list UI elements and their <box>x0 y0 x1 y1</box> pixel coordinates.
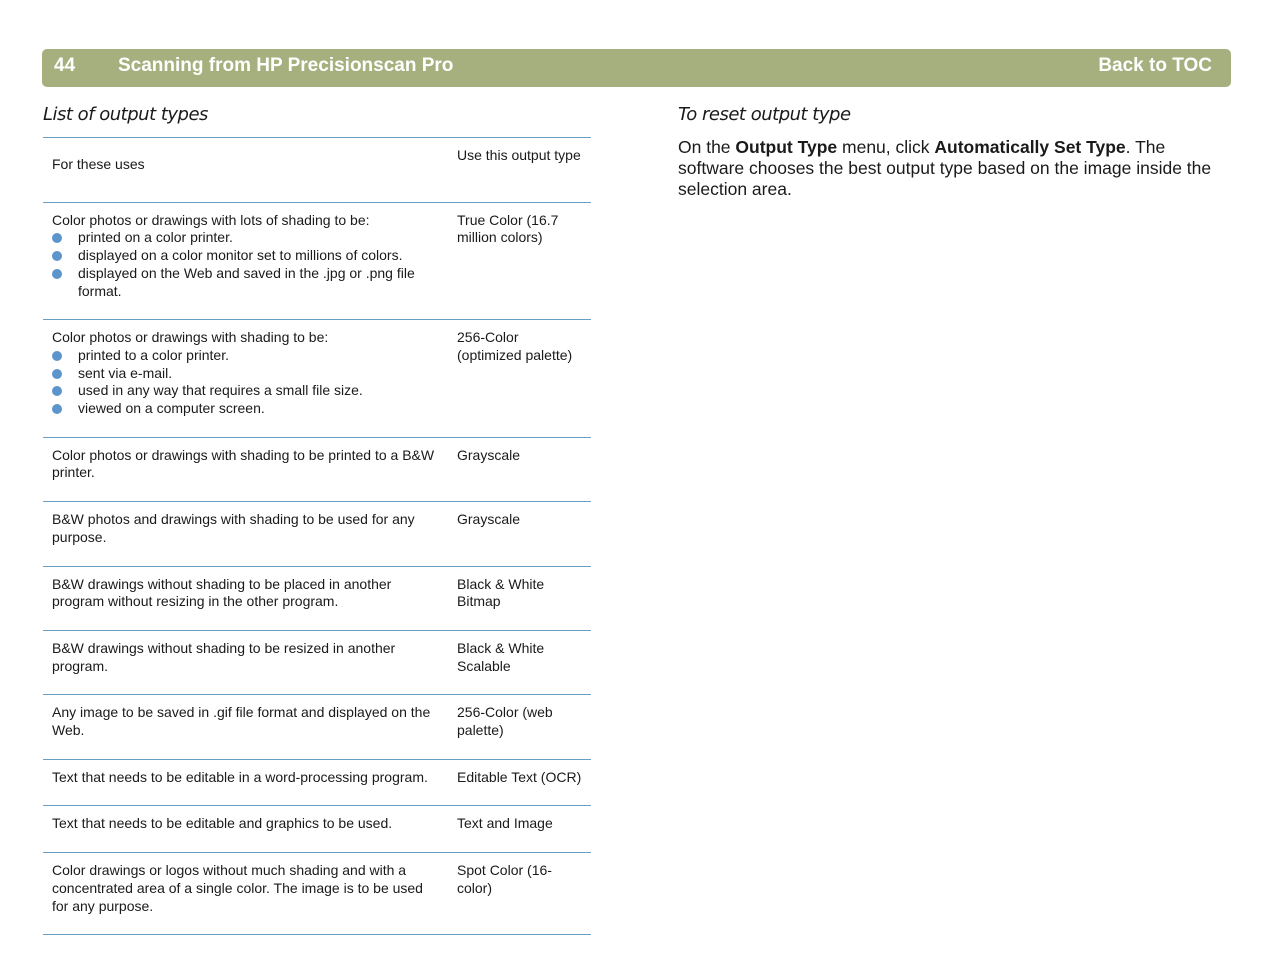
bullet-item: printed on a color printer. <box>52 229 440 247</box>
output-types-section <box>43 102 591 935</box>
table-row <box>43 853 591 935</box>
bullet-list <box>52 347 440 418</box>
bullet-item: sent via e-mail. <box>52 365 440 383</box>
table-row <box>43 437 591 501</box>
output-type-cell: True Color (16.7 million colors) <box>448 202 591 320</box>
table-header-row <box>43 138 591 203</box>
bullet-item: printed to a color printer. <box>52 347 440 365</box>
table-row <box>43 202 591 320</box>
bullet-item: viewed on a computer screen. <box>52 400 440 418</box>
output-type-cell: Grayscale <box>448 437 591 501</box>
use-text: Color photos or drawings with lots of shading to be: <box>52 211 370 228</box>
table-row <box>43 566 591 630</box>
use-cell: B&W drawings without shading to be placed in another program without resizing in the other program. <box>43 566 448 630</box>
use-cell: Color drawings or logos without much shading and with a concentrated area of a single color. The image is to be used for any purpose. <box>43 853 448 935</box>
use-cell: Any image to be saved in .gif file format and displayed on the Web. <box>43 695 448 759</box>
output-type-cell: Spot Color (16-color) <box>448 853 591 935</box>
instruction-paragraph <box>678 137 1226 200</box>
column-header-output-type: Use this output type <box>448 138 591 203</box>
reset-output-type-section <box>678 102 1226 200</box>
menu-name: Output Type <box>735 137 838 157</box>
command-name: Automatically Set Type <box>934 137 1126 157</box>
output-type-cell: 256-Color (web palette) <box>448 695 591 759</box>
output-type-cell: Grayscale <box>448 502 591 566</box>
bullet-list <box>52 229 440 300</box>
output-type-cell: Text and Image <box>448 806 591 853</box>
use-cell: B&W photos and drawings with shading to be used for any purpose. <box>43 502 448 566</box>
column-header-uses: For these uses <box>43 138 448 203</box>
table-row <box>43 630 591 694</box>
bullet-item: displayed on a color monitor set to millions of colors. <box>52 247 440 265</box>
text-fragment: . The software chooses the best output type based on the image inside the selection area. <box>678 137 1212 199</box>
page-number: 44 <box>54 55 76 76</box>
chapter-title: Scanning from HP Precisionscan Pro <box>118 55 454 76</box>
use-cell <box>43 202 448 320</box>
section-heading-output-types: List of output types <box>43 104 208 125</box>
back-to-toc-link[interactable]: Back to TOC <box>1098 55 1212 76</box>
table-row <box>43 502 591 566</box>
section-heading-reset-output-type: To reset output type <box>678 104 851 125</box>
output-type-cell: Black & White Bitmap <box>448 566 591 630</box>
table-row <box>43 806 591 853</box>
use-cell: Text that needs to be editable in a word-processing program. <box>43 759 448 806</box>
text-fragment: On the <box>678 137 736 157</box>
output-type-cell: Black & White Scalable <box>448 630 591 694</box>
use-cell: B&W drawings without shading to be resized in another program. <box>43 630 448 694</box>
output-type-cell: Editable Text (OCR) <box>448 759 591 806</box>
use-cell: Text that needs to be editable and graphics to be used. <box>43 806 448 853</box>
table-row <box>43 695 591 759</box>
use-cell: Color photos or drawings with shading to be printed to a B&W printer. <box>43 437 448 501</box>
text-fragment: menu, click <box>837 137 935 157</box>
output-type-cell: 256-Color (optimized palette) <box>448 320 591 438</box>
table-row <box>43 320 591 438</box>
output-types-table <box>43 137 591 935</box>
table-row <box>43 759 591 806</box>
use-cell <box>43 320 448 438</box>
bullet-item: used in any way that requires a small file size. <box>52 382 440 400</box>
use-text: Color photos or drawings with shading to be: <box>52 329 329 346</box>
bullet-item: displayed on the Web and saved in the .jpg or .png file format. <box>52 265 440 300</box>
page-header-bar <box>42 49 1231 87</box>
